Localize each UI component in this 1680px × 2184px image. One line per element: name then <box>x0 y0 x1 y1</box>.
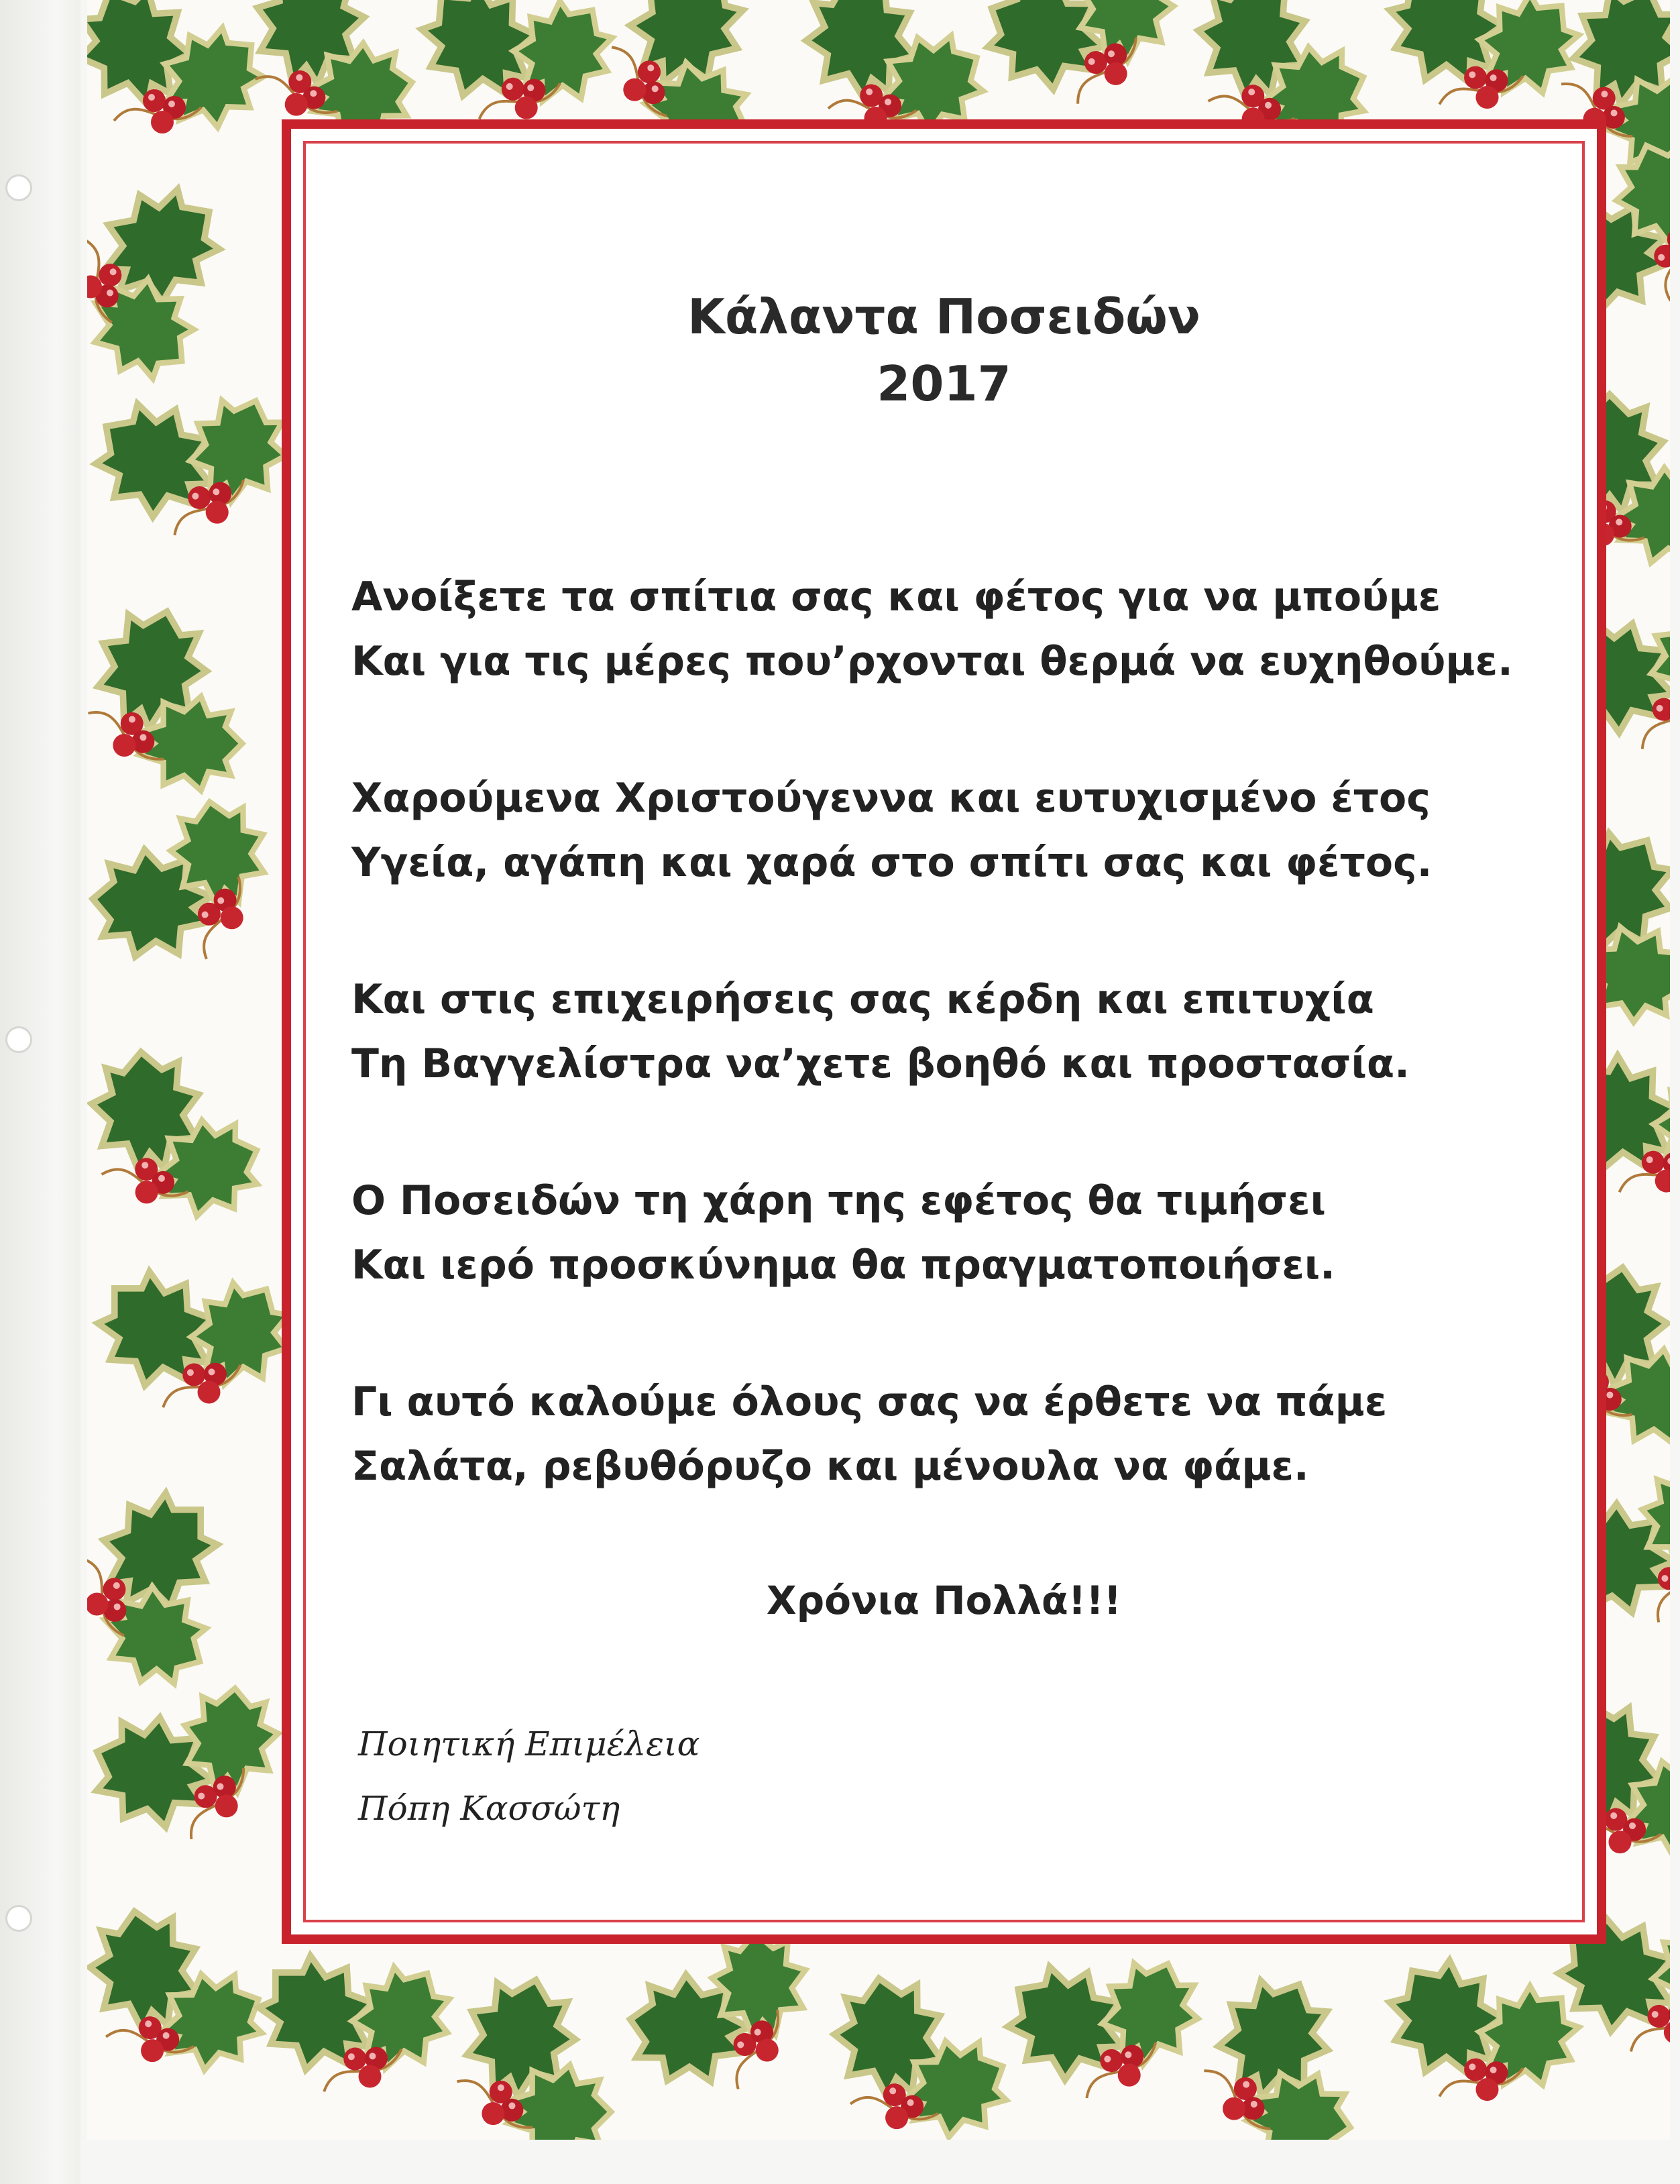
punch-hole <box>5 174 32 201</box>
poem-title-block <box>291 283 1597 417</box>
credit-role: Ποιητική Επιμέλεια <box>358 1725 700 1763</box>
verse-line: Και ιερό προσκύνημα θα πραγματοποιήσει. <box>351 1242 1335 1289</box>
stanza <box>351 967 1585 1096</box>
stanza <box>351 1370 1585 1498</box>
verse-line: Και για τις μέρες πουʼρχονται θερμά να ευχηθούμε. <box>351 638 1513 685</box>
verse-line: Γι αυτό καλούμε όλους σας να έρθετε να πάμε <box>351 1378 1388 1425</box>
poem-title: Κάλαντα Ποσειδών <box>687 288 1200 345</box>
punch-hole <box>5 1905 32 1932</box>
punch-hole <box>5 1026 32 1053</box>
poem-card <box>282 119 1606 1944</box>
stanza <box>351 565 1585 694</box>
credit-block <box>358 1712 699 1841</box>
verse-line: Τη Βαγγελίστρα ναʼχετε βοηθό και προστασία. <box>351 1040 1410 1087</box>
stanza <box>351 1168 1585 1297</box>
greeting: Χρόνια Πολλά!!! <box>766 1578 1122 1623</box>
verse-line: Ανοίξετε τα σπίτια σας και φέτος για να μπούμε <box>351 574 1441 620</box>
stanza <box>351 766 1585 895</box>
verse-line: Σαλάτα, ρεβυθόρυζο και μένουλα να φάμε. <box>351 1443 1309 1490</box>
poem-year: 2017 <box>877 356 1011 412</box>
verse-line: Και στις επιχειρήσεις σας κέρδη και επιτυχία <box>351 976 1374 1023</box>
sleeve-binding-strip <box>0 0 80 2184</box>
verse-line: Ο Ποσειδών τη χάρη της εφέτος θα τιμήσει <box>351 1177 1326 1224</box>
verse-line: Χαρούμενα Χριστούγεννα και ευτυχισμένο έτος <box>351 775 1431 822</box>
credit-author: Πόπη Κασσώτη <box>358 1789 620 1828</box>
verse-line: Υγεία, αγάπη και χαρά στο σπίτι σας και φέτος. <box>351 839 1433 886</box>
